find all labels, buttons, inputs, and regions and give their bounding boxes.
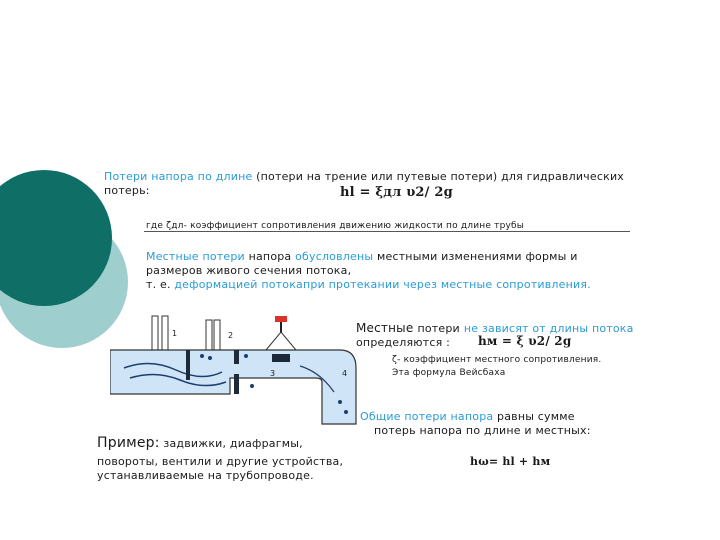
length-loss-line2: потерь: xyxy=(104,184,150,197)
length-independent-phrase: не зависят от длины потока xyxy=(463,322,634,335)
total-loss-formula: hω= hl + hм xyxy=(470,455,551,468)
paragraph-local-loss-line2: размеров живого сечения потока, xyxy=(146,264,352,277)
length-coefficient-note: где ζдл- коэффициент сопротивления движению жидкости по длине трубы xyxy=(146,221,525,231)
example-line1 xyxy=(97,436,303,451)
diagram-label-2: 2 xyxy=(228,331,234,340)
local-word: Местные xyxy=(356,321,414,335)
length-loss-desc: (потери на трение или путевые потери) для гидравлических xyxy=(256,170,625,183)
deformation-phrase: деформацией потокапри протекании через местные сопротивления. xyxy=(174,278,591,291)
example-line3: устанавливаемые на трубопроводе. xyxy=(97,469,314,482)
total-losses-line1 xyxy=(360,410,575,424)
determined-by-label: определяются : xyxy=(356,336,451,349)
diagram-label-4: 4 xyxy=(342,369,348,378)
equals-sum-phrase: равны сумме xyxy=(497,410,575,423)
divider-line xyxy=(144,231,630,232)
example-line2: повороты, вентили и другие устройства, xyxy=(97,455,344,468)
local-loss-term: Местные потери xyxy=(146,250,245,263)
pipe-local-resistance-diagram xyxy=(110,312,358,440)
paragraph-local-loss-line3 xyxy=(146,278,591,292)
diagram-label-1: 1 xyxy=(172,329,178,338)
local-coefficient-note: ζ- коэффициент местного сопротивления. xyxy=(392,355,602,365)
local-loss-formula: hм = ξ υ2/ 2g xyxy=(478,334,572,348)
local-loss-cause: местными изменениями формы и xyxy=(376,250,578,263)
valve-handle xyxy=(275,316,287,322)
length-loss-term: Потери напора по длине xyxy=(104,170,253,183)
caused-by-word: обусловлены xyxy=(295,250,374,263)
length-loss-formula: hl = ξдл υ2/ 2g xyxy=(340,185,453,200)
paragraph-local-loss-line1 xyxy=(146,250,578,264)
total-losses-term: Общие потери напора xyxy=(360,410,494,423)
total-losses-line2: потерь напора по длине и местных: xyxy=(374,424,591,437)
ie-word: т. е. xyxy=(146,278,171,291)
paragraph-length-loss xyxy=(104,170,624,184)
example-label: Пример: xyxy=(97,435,160,451)
diagram-label-3: 3 xyxy=(270,369,276,378)
example-items-1: задвижки, диафрагмы, xyxy=(163,437,303,450)
losses-word: потери xyxy=(417,322,460,335)
head-word: напора xyxy=(248,250,292,263)
weisbach-note: Эта формула Вейсбаха xyxy=(392,368,506,378)
